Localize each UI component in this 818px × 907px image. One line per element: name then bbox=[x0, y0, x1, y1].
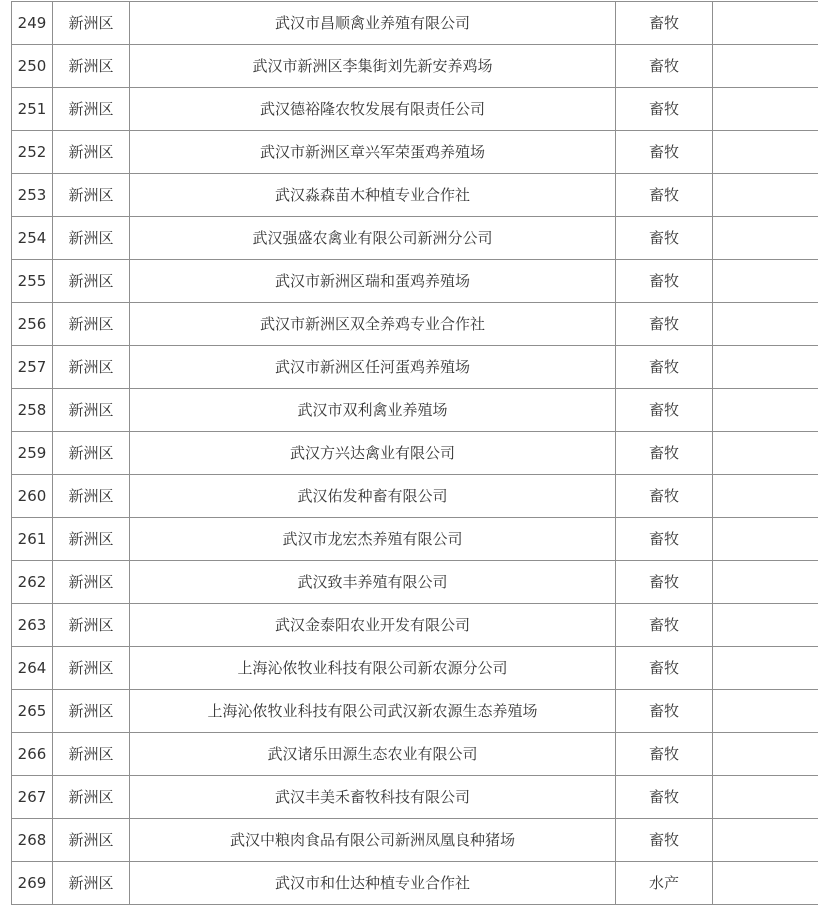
table-row bbox=[12, 131, 818, 174]
table-row bbox=[12, 260, 818, 303]
category-cell: 畜牧 bbox=[616, 518, 713, 561]
category-cell: 畜牧 bbox=[616, 45, 713, 88]
row-number-cell: 261 bbox=[12, 518, 53, 561]
note-cell bbox=[713, 346, 818, 389]
table-row bbox=[12, 690, 818, 733]
category-cell: 畜牧 bbox=[616, 303, 713, 346]
note-cell bbox=[713, 174, 818, 217]
row-number-cell: 262 bbox=[12, 561, 53, 604]
enterprise-name-cell: 武汉市新洲区李集街刘先新安养鸡场 bbox=[130, 45, 616, 88]
note-cell bbox=[713, 604, 818, 647]
category-cell: 畜牧 bbox=[616, 2, 713, 45]
note-cell bbox=[713, 2, 818, 45]
category-cell: 畜牧 bbox=[616, 561, 713, 604]
note-cell bbox=[713, 475, 818, 518]
table-row bbox=[12, 303, 818, 346]
table-row bbox=[12, 604, 818, 647]
enterprise-name-cell: 武汉市新洲区任河蛋鸡养殖场 bbox=[130, 346, 616, 389]
note-cell bbox=[713, 733, 818, 776]
note-cell bbox=[713, 217, 818, 260]
row-number-cell: 253 bbox=[12, 174, 53, 217]
note-cell bbox=[713, 303, 818, 346]
district-cell: 新洲区 bbox=[53, 88, 130, 131]
category-cell: 畜牧 bbox=[616, 346, 713, 389]
table-row bbox=[12, 647, 818, 690]
category-cell: 畜牧 bbox=[616, 174, 713, 217]
note-cell bbox=[713, 45, 818, 88]
category-cell: 畜牧 bbox=[616, 733, 713, 776]
note-cell bbox=[713, 647, 818, 690]
note-cell bbox=[713, 518, 818, 561]
district-cell: 新洲区 bbox=[53, 733, 130, 776]
note-cell bbox=[713, 690, 818, 733]
district-cell: 新洲区 bbox=[53, 389, 130, 432]
enterprise-name-cell: 武汉中粮肉食品有限公司新洲凤凰良种猪场 bbox=[130, 819, 616, 862]
district-cell: 新洲区 bbox=[53, 303, 130, 346]
table-body bbox=[12, 2, 818, 905]
enterprise-name-cell: 武汉市昌顺禽业养殖有限公司 bbox=[130, 2, 616, 45]
district-cell: 新洲区 bbox=[53, 432, 130, 475]
row-number-cell: 263 bbox=[12, 604, 53, 647]
district-cell: 新洲区 bbox=[53, 561, 130, 604]
district-cell: 新洲区 bbox=[53, 819, 130, 862]
enterprise-name-cell: 武汉强盛农禽业有限公司新洲分公司 bbox=[130, 217, 616, 260]
district-cell: 新洲区 bbox=[53, 518, 130, 561]
note-cell bbox=[713, 389, 818, 432]
district-cell: 新洲区 bbox=[53, 260, 130, 303]
category-cell: 畜牧 bbox=[616, 647, 713, 690]
category-cell: 畜牧 bbox=[616, 389, 713, 432]
table-row bbox=[12, 346, 818, 389]
row-number-cell: 267 bbox=[12, 776, 53, 819]
category-cell: 畜牧 bbox=[616, 217, 713, 260]
enterprise-name-cell: 武汉市新洲区双全养鸡专业合作社 bbox=[130, 303, 616, 346]
note-cell bbox=[713, 819, 818, 862]
enterprise-name-cell: 上海沁侬牧业科技有限公司武汉新农源生态养殖场 bbox=[130, 690, 616, 733]
row-number-cell: 259 bbox=[12, 432, 53, 475]
enterprise-name-cell: 武汉致丰养殖有限公司 bbox=[130, 561, 616, 604]
table-row bbox=[12, 389, 818, 432]
district-cell: 新洲区 bbox=[53, 862, 130, 905]
enterprise-name-cell: 武汉德裕隆农牧发展有限责任公司 bbox=[130, 88, 616, 131]
row-number-cell: 269 bbox=[12, 862, 53, 905]
enterprise-name-cell: 武汉丰美禾畜牧科技有限公司 bbox=[130, 776, 616, 819]
row-number-cell: 268 bbox=[12, 819, 53, 862]
district-cell: 新洲区 bbox=[53, 604, 130, 647]
enterprise-name-cell: 武汉佑发种畜有限公司 bbox=[130, 475, 616, 518]
table-row bbox=[12, 518, 818, 561]
district-cell: 新洲区 bbox=[53, 217, 130, 260]
enterprise-name-cell: 武汉淼森苗木种植专业合作社 bbox=[130, 174, 616, 217]
category-cell: 畜牧 bbox=[616, 776, 713, 819]
table-row bbox=[12, 561, 818, 604]
note-cell bbox=[713, 260, 818, 303]
district-cell: 新洲区 bbox=[53, 131, 130, 174]
table-row bbox=[12, 217, 818, 260]
table-row bbox=[12, 776, 818, 819]
table-row bbox=[12, 432, 818, 475]
category-cell: 畜牧 bbox=[616, 432, 713, 475]
district-cell: 新洲区 bbox=[53, 45, 130, 88]
enterprise-name-cell: 武汉方兴达禽业有限公司 bbox=[130, 432, 616, 475]
table-row bbox=[12, 819, 818, 862]
category-cell: 畜牧 bbox=[616, 475, 713, 518]
enterprise-list-table bbox=[11, 1, 818, 905]
table-row bbox=[12, 174, 818, 217]
note-cell bbox=[713, 561, 818, 604]
category-cell: 畜牧 bbox=[616, 819, 713, 862]
table-row bbox=[12, 862, 818, 905]
note-cell bbox=[713, 862, 818, 905]
row-number-cell: 266 bbox=[12, 733, 53, 776]
enterprise-name-cell: 上海沁侬牧业科技有限公司新农源分公司 bbox=[130, 647, 616, 690]
category-cell: 水产 bbox=[616, 862, 713, 905]
enterprise-name-cell: 武汉诸乐田源生态农业有限公司 bbox=[130, 733, 616, 776]
row-number-cell: 264 bbox=[12, 647, 53, 690]
note-cell bbox=[713, 88, 818, 131]
district-cell: 新洲区 bbox=[53, 2, 130, 45]
table-row bbox=[12, 2, 818, 45]
row-number-cell: 258 bbox=[12, 389, 53, 432]
row-number-cell: 250 bbox=[12, 45, 53, 88]
note-cell bbox=[713, 131, 818, 174]
category-cell: 畜牧 bbox=[616, 131, 713, 174]
table-row bbox=[12, 88, 818, 131]
row-number-cell: 252 bbox=[12, 131, 53, 174]
row-number-cell: 265 bbox=[12, 690, 53, 733]
row-number-cell: 251 bbox=[12, 88, 53, 131]
enterprise-name-cell: 武汉金泰阳农业开发有限公司 bbox=[130, 604, 616, 647]
category-cell: 畜牧 bbox=[616, 604, 713, 647]
category-cell: 畜牧 bbox=[616, 88, 713, 131]
table-row bbox=[12, 45, 818, 88]
row-number-cell: 257 bbox=[12, 346, 53, 389]
district-cell: 新洲区 bbox=[53, 647, 130, 690]
row-number-cell: 256 bbox=[12, 303, 53, 346]
note-cell bbox=[713, 776, 818, 819]
category-cell: 畜牧 bbox=[616, 690, 713, 733]
district-cell: 新洲区 bbox=[53, 346, 130, 389]
enterprise-name-cell: 武汉市和仕达种植专业合作社 bbox=[130, 862, 616, 905]
district-cell: 新洲区 bbox=[53, 475, 130, 518]
district-cell: 新洲区 bbox=[53, 174, 130, 217]
district-cell: 新洲区 bbox=[53, 776, 130, 819]
category-cell: 畜牧 bbox=[616, 260, 713, 303]
note-cell bbox=[713, 432, 818, 475]
enterprise-name-cell: 武汉市龙宏杰养殖有限公司 bbox=[130, 518, 616, 561]
table-row bbox=[12, 475, 818, 518]
row-number-cell: 260 bbox=[12, 475, 53, 518]
table-row bbox=[12, 733, 818, 776]
row-number-cell: 255 bbox=[12, 260, 53, 303]
district-cell: 新洲区 bbox=[53, 690, 130, 733]
enterprise-name-cell: 武汉市新洲区瑞和蛋鸡养殖场 bbox=[130, 260, 616, 303]
enterprise-name-cell: 武汉市新洲区章兴军荣蛋鸡养殖场 bbox=[130, 131, 616, 174]
row-number-cell: 254 bbox=[12, 217, 53, 260]
row-number-cell: 249 bbox=[12, 2, 53, 45]
enterprise-name-cell: 武汉市双利禽业养殖场 bbox=[130, 389, 616, 432]
